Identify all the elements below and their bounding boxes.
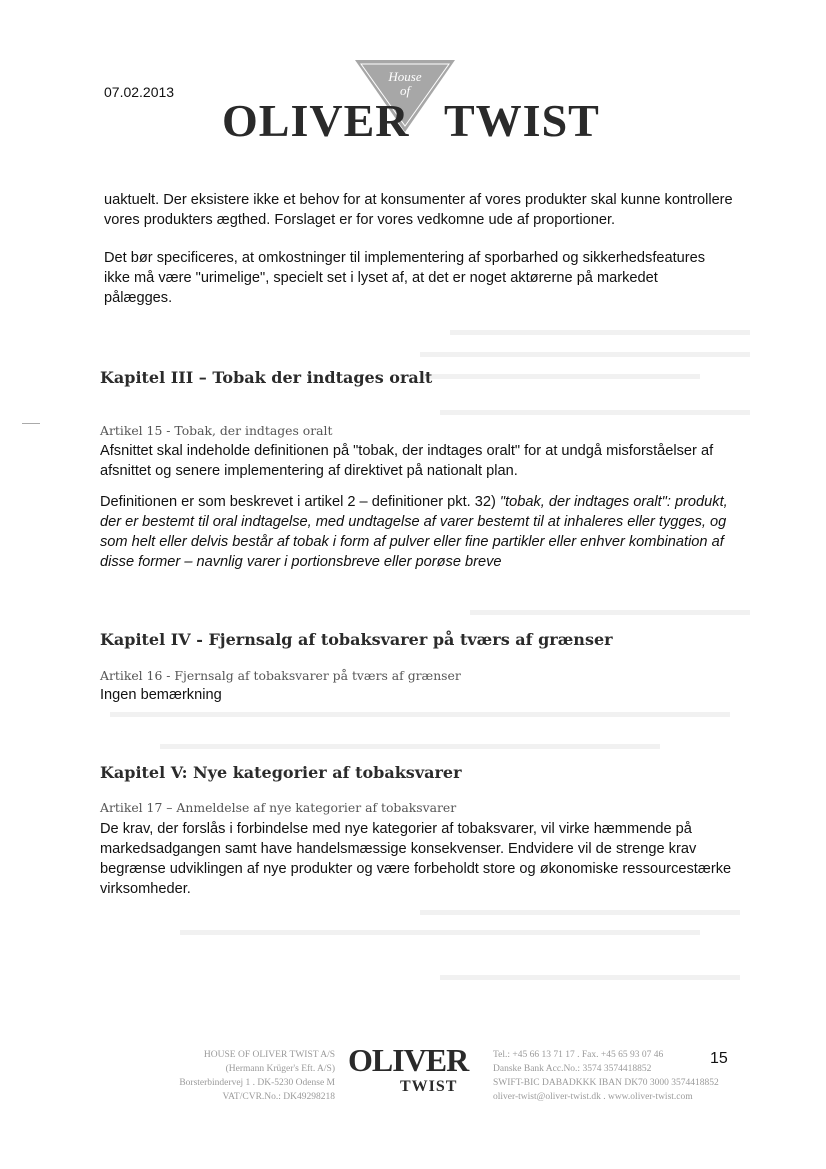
definition-quote: "tobak, der indtages oralt": produkt, der er bestemt til oral indtagelse, med undtagelse af varer bestemt til at inhaleres eller tygges, og som helt eller delvis består af tobak i form af pulver eller fine partikler eller enhver kombination af disse former – navnlig varer i portionsbreve eller porøse breve — [100, 494, 728, 570]
chapter-heading-5: Kapitel V: Nye kategorier af tobaksvarer — [100, 763, 462, 782]
article-heading-16: Artikel 16 - Fjernsalg af tobaksvarer på tværs af grænser — [100, 668, 461, 683]
footer-left-line: VAT/CVR.No.: DK49298218 — [222, 1092, 335, 1102]
chapter-heading-3: Kapitel III – Tobak der indtages oralt — [100, 368, 433, 387]
footer-right-line: SWIFT-BIC DABADKKK IBAN DK70 3000 3574418852 — [493, 1078, 719, 1088]
logo-word-twist: TWIST — [444, 95, 600, 146]
document-date: 07.02.2013 — [104, 84, 175, 100]
definition-intro: Definitionen er som beskrevet i artikel 2 – definitioner pkt. 32) — [100, 494, 500, 510]
footer-right-line: Tel.: +45 66 13 71 17 . Fax. +45 65 93 07 46 — [493, 1050, 664, 1060]
article-17-text: De krav, der forslås i forbindelse med nye kategorier af tobaksvarer, vil virke hæmmende på markedsadgangen samt have handelsmæssige konsekvenser. Endvidere vil de strenge krav begrænse udviklingen af nye produkter og være forbeholdt store og økonomiske ressourcestærke virksomheder. — [100, 821, 732, 897]
logo-badge-line1: House — [388, 69, 422, 84]
margin-mark — [22, 423, 40, 424]
article-heading-17: Artikel 17 – Anmeldelse af nye kategorier af tobaksvarer — [100, 800, 457, 815]
intro-paragraph-1: uaktuelt. Der eksistere ikke et behov for at konsumenter af vores produkter skal kunne kontrollere vores produkters ægthed. Forslaget er for vores vedkomne ude af proportioner. — [104, 192, 733, 228]
footer-left-line: HOUSE OF OLIVER TWIST A/S — [203, 1050, 335, 1060]
article-15-definition — [100, 492, 740, 572]
article-16-text: Ingen bemærkning — [100, 687, 222, 703]
chapter-heading-4: Kapitel IV - Fjernsalg af tobaksvarer på tværs af grænser — [100, 630, 613, 649]
page-number: 15 — [710, 1050, 728, 1067]
logo-badge-line2: of — [399, 83, 411, 98]
footer-logo-oliver: OLIVER — [348, 1042, 469, 1078]
footer-left-line: Borsterbindervej 1 . DK-5230 Odense M — [179, 1078, 335, 1088]
header-logo — [222, 60, 600, 146]
article-heading-15: Artikel 15 - Tobak, der indtages oralt — [100, 423, 333, 438]
intro-paragraph-2: Det bør specificeres, at omkostninger til implementering af sporbarhed og sikkerhedsfeatures ikke må være "urimelige", specielt set i lyset af, at det er noget aktørerne på markedet pålægges. — [104, 250, 706, 306]
footer-right-line: oliver-twist@oliver-twist.dk . www.oliver-twist.com — [493, 1092, 693, 1102]
logo-word-oliver: OLIVER — [222, 95, 410, 146]
footer-logo-twist: TWIST — [400, 1078, 458, 1095]
footer-right-line: Danske Bank Acc.No.: 3574 3574418852 — [493, 1064, 652, 1074]
footer-left-line: (Hermann Krüger's Eft. A/S) — [225, 1064, 335, 1074]
footer-company-info — [110, 1048, 335, 1104]
article-15-text: Afsnittet skal indeholde definitionen på "tobak, der indtages oralt" for at undgå misforståelser af afsnittet og senere implementering af direktivet på nationalt plan. — [100, 443, 714, 479]
footer-logo — [340, 1040, 490, 1110]
footer-contact-info — [493, 1048, 783, 1104]
